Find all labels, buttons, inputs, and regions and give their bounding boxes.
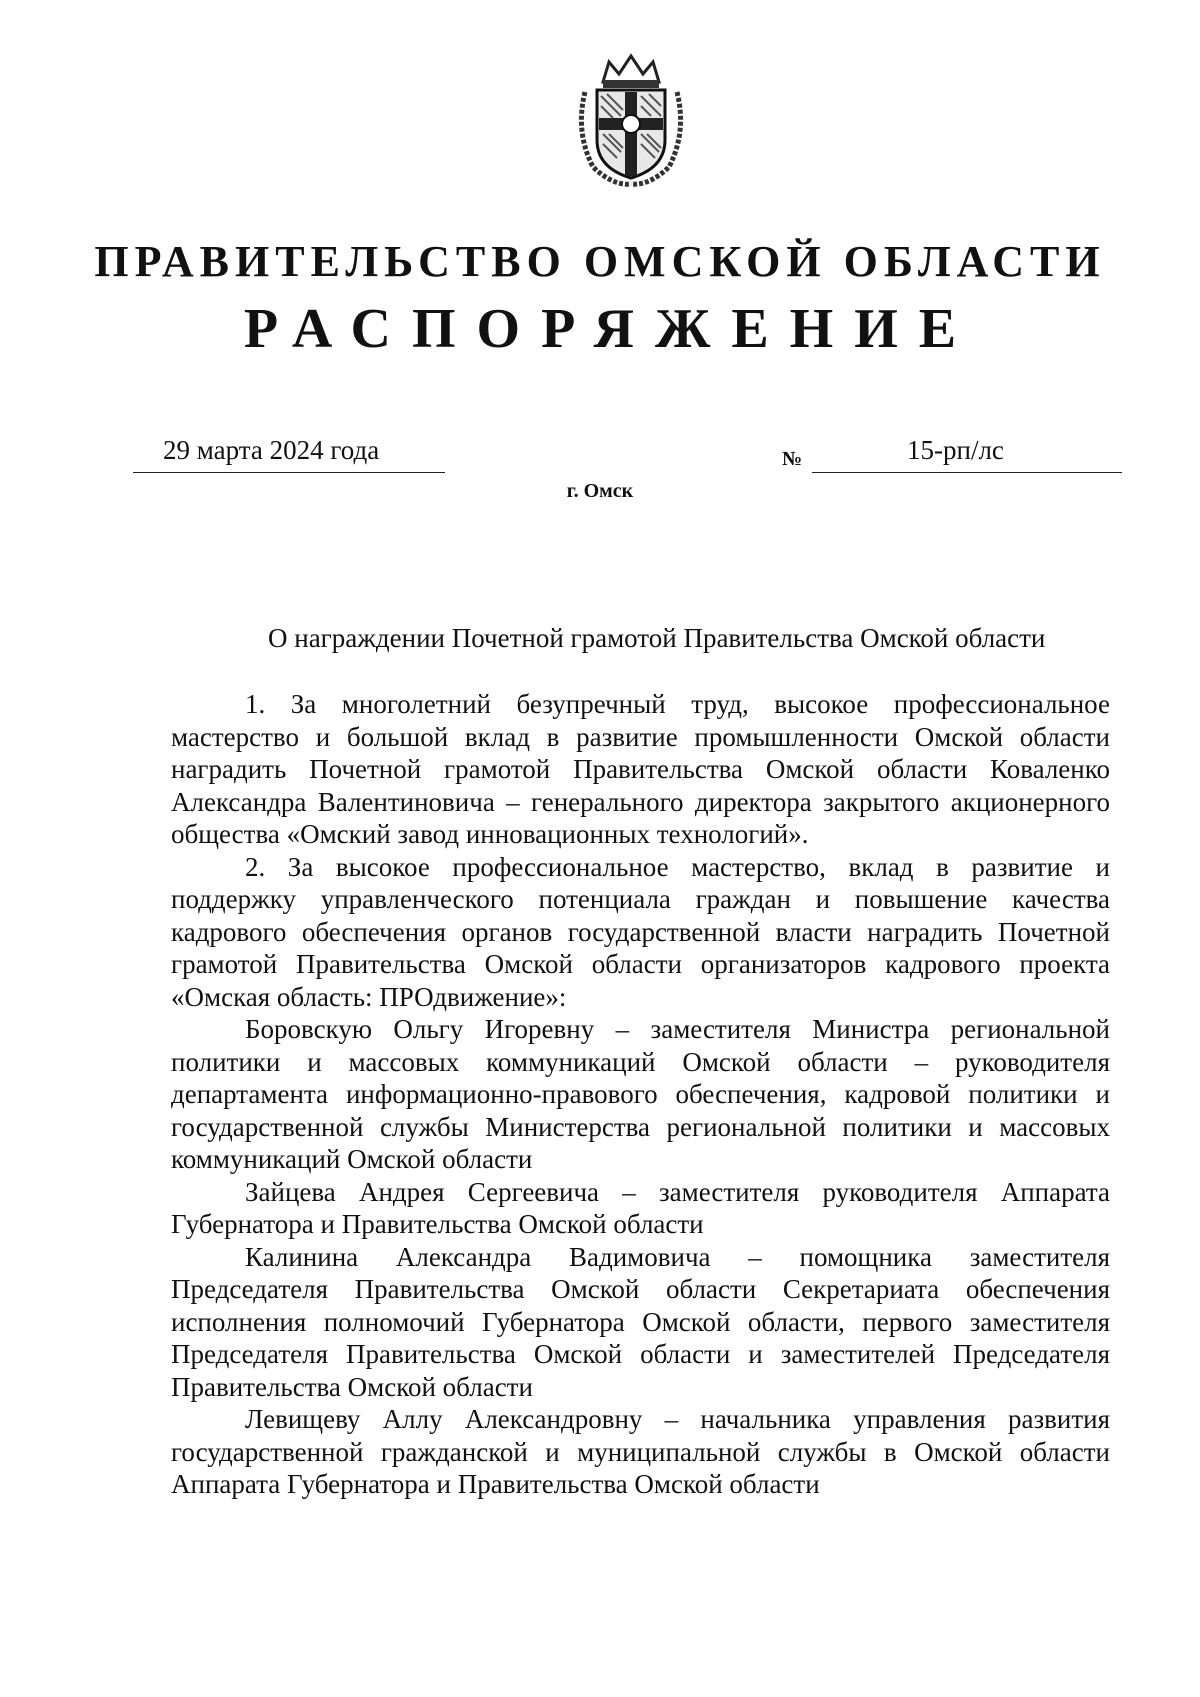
paragraph-1: 1. За многолетний безупречный труд, высокое профессиональное мастерство и большой вклад в развитие промышленности Омской области наградить Почетной грамотой Правительства Омской области Коваленко Александра Валентиновича – генерального директора закрытого акционерного общества «Омский завод инновационных технологий». [171,689,1110,849]
date-field [133,432,445,473]
document-type-title: РАСПОРЯЖЕНИЕ [243,298,978,360]
awardee-levishcheva: Левищеву Аллу Александровну – начальника управления развития государственной гражданской и муниципальной службы в Омской области Аппарата Губернатора и Правительства Омской области [171,1404,1110,1499]
awardee-kalinin: Калинина Александра Вадимовича – помощника заместителя Председателя Правительства Омской области Секретариата обеспечения исполнения полномочий Губернатора Омской области, первого заместителя Председателя Правительства Омской области и заместителей Председателя Правительства Омской области [171,1241,1110,1402]
number-field [812,432,1122,473]
coat-of-arms-emblem [573,52,689,187]
paragraph-2: 2. За высокое профессиональное мастерство, вклад в развитие и поддержку управленческого потенциала граждан и повышение качества кадрового обеспечения органов государственной власти наградить Почетной грамотой Правительства Омской области организаторов кадрового проекта «Омская область: ПРОдвижение»: [171,851,1110,1012]
document-body [171,688,1110,1501]
document-number: 15-рп/лс [907,435,1004,465]
number-sign: № [782,448,803,470]
city: г. Омск [566,480,634,502]
awardee-zaytsev: Зайцева Андрея Сергеевича – заместителя руководителя Аппарата Губернатора и Правительства Омской области [171,1176,1110,1239]
document-date: 29 марта 2024 года [163,435,380,465]
document-subject: О награждении Почетной грамотой Правительства Омской области [268,623,1046,653]
awardee-borovskaya: Боровскую Ольгу Игоревну – заместителя Министра региональной политики и массовых коммуникаций Омской области – руководителя департамента информационно-правового обеспечения, кадровой политики и государственной службы Министерства региональной политики и массовых коммуникаций Омской области [171,1014,1110,1174]
organization-name: ПРАВИТЕЛЬСТВО ОМСКОЙ ОБЛАСТИ [94,237,1106,286]
